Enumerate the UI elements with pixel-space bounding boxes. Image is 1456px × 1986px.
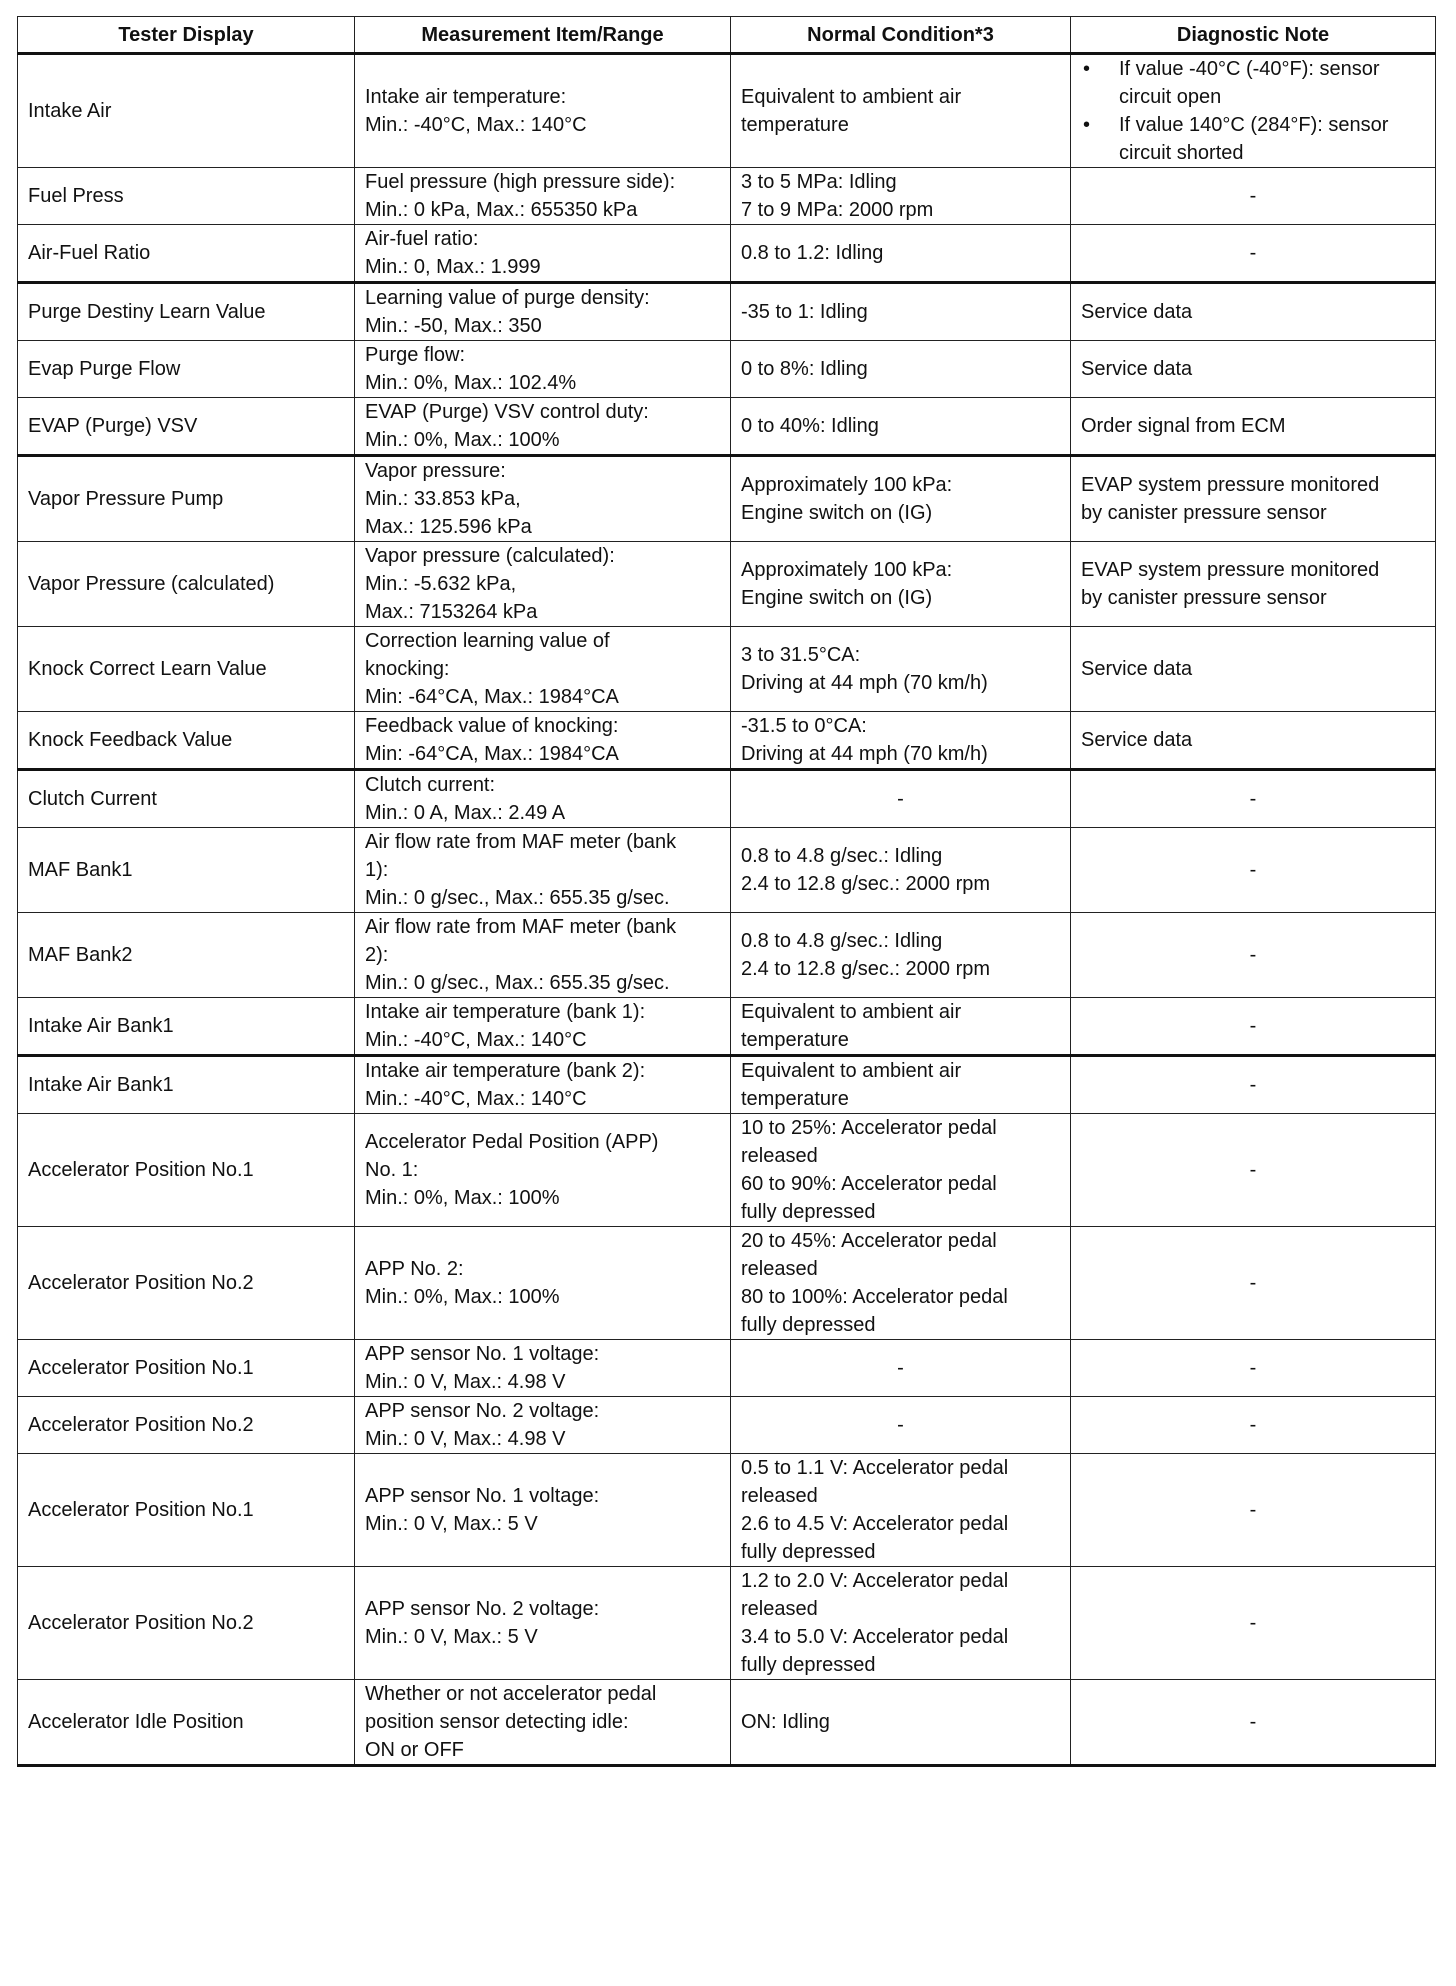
normal-condition-cell: - — [731, 1340, 1071, 1397]
table-row — [18, 1680, 1436, 1766]
measurement-line: Min.: 0 V, Max.: 5 V — [365, 1513, 538, 1535]
tester-display-cell: Accelerator Position No.2 — [18, 1227, 355, 1340]
normal-condition-line: fully depressed — [741, 1201, 876, 1223]
diagnostic-note-cell: - — [1071, 770, 1436, 828]
diagnostic-note-cell — [1071, 542, 1436, 627]
measurement-cell — [355, 712, 731, 770]
measurement-cell — [355, 283, 731, 341]
normal-condition-cell — [731, 1114, 1071, 1227]
measurement-cell — [355, 828, 731, 913]
measurement-line: APP sensor No. 2 voltage: — [365, 1598, 600, 1620]
table-row — [18, 341, 1436, 398]
measurement-line: EVAP (Purge) VSV control duty: — [365, 401, 649, 423]
normal-condition-line: temperature — [741, 114, 849, 136]
measurement-line: Min.: -5.632 kPa, — [365, 573, 517, 595]
measurement-line: Min.: 33.853 kPa, — [365, 488, 521, 510]
normal-condition-line: 0.8 to 1.2: Idling — [741, 242, 884, 264]
normal-condition-cell — [731, 1454, 1071, 1567]
normal-condition-cell — [731, 1680, 1071, 1766]
measurement-cell — [355, 1567, 731, 1680]
normal-condition-line: 2.6 to 4.5 V: Accelerator pedal — [741, 1513, 1009, 1535]
measurement-line: Min: -64°CA, Max.: 1984°CA — [365, 686, 619, 708]
normal-condition-line: -35 to 1: Idling — [741, 301, 868, 323]
table-row — [18, 1567, 1436, 1680]
tester-display-cell: Accelerator Position No.1 — [18, 1340, 355, 1397]
measurement-line: Clutch current: — [365, 774, 496, 796]
measurement-line: Feedback value of knocking: — [365, 715, 619, 737]
normal-condition-line: 0 to 40%: Idling — [741, 415, 879, 437]
diagnostic-note-cell: Service data — [1071, 627, 1436, 712]
measurement-line: Intake air temperature (bank 1): — [365, 1001, 646, 1023]
diagnostic-note-cell: - — [1071, 828, 1436, 913]
normal-condition-cell — [731, 542, 1071, 627]
table-row — [18, 770, 1436, 828]
header-diagnostic-note: Diagnostic Note — [1071, 17, 1436, 54]
normal-condition-line: 3.4 to 5.0 V: Accelerator pedal — [741, 1626, 1009, 1648]
header-tester-display: Tester Display — [18, 17, 355, 54]
tester-display-cell: Intake Air Bank1 — [18, 998, 355, 1056]
table-row — [18, 168, 1436, 225]
normal-condition-line: fully depressed — [741, 1541, 876, 1563]
measurement-line: 2): — [365, 944, 389, 966]
tester-display-cell: Intake Air Bank1 — [18, 1056, 355, 1114]
measurement-cell — [355, 1680, 731, 1766]
tester-display-cell: Accelerator Position No.1 — [18, 1454, 355, 1567]
tester-display-cell: MAF Bank1 — [18, 828, 355, 913]
diagnostic-note-cell: Service data — [1071, 341, 1436, 398]
normal-condition-line: released — [741, 1485, 818, 1507]
normal-condition-cell — [731, 712, 1071, 770]
diagnostic-note-cell: - — [1071, 913, 1436, 998]
note-bullet-line: circuit open — [1119, 86, 1222, 108]
measurement-line: knocking: — [365, 658, 450, 680]
measurement-line: Min.: 0 V, Max.: 5 V — [365, 1626, 538, 1648]
measurement-cell — [355, 54, 731, 168]
measurement-line: Max.: 125.596 kPa — [365, 516, 532, 538]
tester-display-cell: Accelerator Idle Position — [18, 1680, 355, 1766]
measurement-line: Vapor pressure: — [365, 460, 506, 482]
diagnostic-note-cell: - — [1071, 1567, 1436, 1680]
tester-display-cell: Evap Purge Flow — [18, 341, 355, 398]
measurement-line: Fuel pressure (high pressure side): — [365, 171, 676, 193]
tester-display-cell: Accelerator Position No.1 — [18, 1114, 355, 1227]
measurement-line: Learning value of purge density: — [365, 287, 650, 309]
normal-condition-line: Equivalent to ambient air — [741, 1060, 962, 1082]
tester-display-cell: Air-Fuel Ratio — [18, 225, 355, 283]
tester-display-cell: Accelerator Position No.2 — [18, 1397, 355, 1454]
measurement-line: Whether or not accelerator pedal — [365, 1683, 657, 1705]
tester-display-cell: MAF Bank2 — [18, 913, 355, 998]
normal-condition-line: released — [741, 1145, 818, 1167]
measurement-line: Min.: 0%, Max.: 102.4% — [365, 372, 577, 394]
table-row — [18, 225, 1436, 283]
normal-condition-line: Engine switch on (IG) — [741, 502, 933, 524]
normal-condition-line: 1.2 to 2.0 V: Accelerator pedal — [741, 1570, 1009, 1592]
measurement-line: Min.: 0%, Max.: 100% — [365, 429, 560, 451]
note-bullet-line: circuit shorted — [1119, 142, 1244, 164]
diagnostic-note-line: EVAP system pressure monitored — [1081, 474, 1380, 496]
normal-condition-cell — [731, 398, 1071, 456]
measurement-cell — [355, 1454, 731, 1567]
normal-condition-cell — [731, 1056, 1071, 1114]
measurement-line: 1): — [365, 859, 389, 881]
measurement-line: position sensor detecting idle: — [365, 1711, 629, 1733]
diagnostic-note-cell — [1071, 54, 1436, 168]
tester-display-cell: Knock Feedback Value — [18, 712, 355, 770]
measurement-cell — [355, 770, 731, 828]
measurement-cell — [355, 1227, 731, 1340]
diagnostic-note-cell: - — [1071, 1340, 1436, 1397]
normal-condition-cell: - — [731, 1397, 1071, 1454]
normal-condition-line: released — [741, 1598, 818, 1620]
normal-condition-line: temperature — [741, 1029, 849, 1051]
normal-condition-line: 0.8 to 4.8 g/sec.: Idling — [741, 930, 943, 952]
measurement-line: Air flow rate from MAF meter (bank — [365, 916, 677, 938]
normal-condition-line: Driving at 44 mph (70 km/h) — [741, 743, 988, 765]
measurement-line: Min.: 0, Max.: 1.999 — [365, 256, 541, 278]
diagnostic-note-cell — [1071, 456, 1436, 542]
measurement-cell — [355, 998, 731, 1056]
note-bullet-line: • If value 140°C (284°F): sensor — [1119, 114, 1389, 136]
measurement-line: APP sensor No. 1 voltage: — [365, 1343, 600, 1365]
measurement-cell — [355, 627, 731, 712]
measurement-line: APP sensor No. 2 voltage: — [365, 1400, 600, 1422]
table-header — [18, 17, 1436, 54]
measurement-cell — [355, 398, 731, 456]
measurement-cell — [355, 913, 731, 998]
normal-condition-line: -31.5 to 0°CA: — [741, 715, 867, 737]
table-row — [18, 1454, 1436, 1567]
normal-condition-cell: - — [731, 770, 1071, 828]
table-row — [18, 54, 1436, 168]
header-row — [18, 17, 1436, 54]
tester-display-cell: EVAP (Purge) VSV — [18, 398, 355, 456]
table-row — [18, 913, 1436, 998]
normal-condition-line: released — [741, 1258, 818, 1280]
measurement-cell — [355, 1114, 731, 1227]
table-row — [18, 283, 1436, 341]
normal-condition-line: Equivalent to ambient air — [741, 1001, 962, 1023]
measurement-line: Air flow rate from MAF meter (bank — [365, 831, 677, 853]
diagnostic-note-cell: - — [1071, 1056, 1436, 1114]
measurement-cell — [355, 542, 731, 627]
diagnostic-note-cell: - — [1071, 168, 1436, 225]
diagnostic-note-line: by canister pressure sensor — [1081, 587, 1327, 609]
measurement-line: Min.: 0 A, Max.: 2.49 A — [365, 802, 566, 824]
measurement-cell — [355, 1056, 731, 1114]
measurement-line: Purge flow: — [365, 344, 466, 366]
measurement-line: APP No. 2: — [365, 1258, 464, 1280]
table-row — [18, 1340, 1436, 1397]
note-bullet-line: • If value -40°C (-40°F): sensor — [1119, 58, 1380, 80]
normal-condition-line: 0 to 8%: Idling — [741, 358, 868, 380]
measurement-line: Accelerator Pedal Position (APP) — [365, 1131, 659, 1153]
diagnostic-note-cell: - — [1071, 1397, 1436, 1454]
table-row — [18, 998, 1436, 1056]
normal-condition-cell — [731, 1227, 1071, 1340]
table-row — [18, 1397, 1436, 1454]
measurement-line: Min: -64°CA, Max.: 1984°CA — [365, 743, 619, 765]
measurement-line: Min.: 0 V, Max.: 4.98 V — [365, 1371, 566, 1393]
normal-condition-line: 10 to 25%: Accelerator pedal — [741, 1117, 997, 1139]
table-row — [18, 456, 1436, 542]
measurement-line: Min.: 0 V, Max.: 4.98 V — [365, 1428, 566, 1450]
measurement-line: Min.: -40°C, Max.: 140°C — [365, 1029, 587, 1051]
normal-condition-cell — [731, 341, 1071, 398]
table-row — [18, 627, 1436, 712]
table-row — [18, 1056, 1436, 1114]
normal-condition-line: fully depressed — [741, 1314, 876, 1336]
diagnostic-note-cell: - — [1071, 998, 1436, 1056]
normal-condition-line: Engine switch on (IG) — [741, 587, 933, 609]
header-measurement-item: Measurement Item/Range — [355, 17, 731, 54]
normal-condition-cell — [731, 998, 1071, 1056]
normal-condition-line: 20 to 45%: Accelerator pedal — [741, 1230, 997, 1252]
tester-display-cell: Knock Correct Learn Value — [18, 627, 355, 712]
measurement-line: No. 1: — [365, 1159, 419, 1181]
normal-condition-cell — [731, 456, 1071, 542]
measurement-line: Min.: -50, Max.: 350 — [365, 315, 542, 337]
tester-display-cell: Clutch Current — [18, 770, 355, 828]
measurement-cell — [355, 456, 731, 542]
measurement-cell — [355, 225, 731, 283]
normal-condition-line: 7 to 9 MPa: 2000 rpm — [741, 199, 934, 221]
measurement-line: Min.: 0 kPa, Max.: 655350 kPa — [365, 199, 638, 221]
normal-condition-line: Equivalent to ambient air — [741, 86, 962, 108]
table-row — [18, 712, 1436, 770]
tester-display-cell: Vapor Pressure (calculated) — [18, 542, 355, 627]
normal-condition-line: 0.8 to 4.8 g/sec.: Idling — [741, 845, 943, 867]
normal-condition-line: 3 to 5 MPa: Idling — [741, 171, 897, 193]
normal-condition-line: 60 to 90%: Accelerator pedal — [741, 1173, 997, 1195]
normal-condition-cell — [731, 283, 1071, 341]
diagnostic-note-cell: Service data — [1071, 283, 1436, 341]
normal-condition-line: ON: Idling — [741, 1711, 830, 1733]
tester-display-cell: Vapor Pressure Pump — [18, 456, 355, 542]
normal-condition-cell — [731, 913, 1071, 998]
normal-condition-line: 80 to 100%: Accelerator pedal — [741, 1286, 1008, 1308]
table-body — [18, 54, 1436, 1766]
normal-condition-line: Driving at 44 mph (70 km/h) — [741, 672, 988, 694]
normal-condition-cell — [731, 168, 1071, 225]
measurement-line: Min.: 0 g/sec., Max.: 655.35 g/sec. — [365, 887, 670, 909]
measurement-line: ON or OFF — [365, 1739, 464, 1761]
normal-condition-cell — [731, 828, 1071, 913]
normal-condition-line: 3 to 31.5°CA: — [741, 644, 861, 666]
tester-display-table — [17, 16, 1436, 1767]
measurement-line: APP sensor No. 1 voltage: — [365, 1485, 600, 1507]
measurement-line: Vapor pressure (calculated): — [365, 545, 615, 567]
diagnostic-note-cell: - — [1071, 225, 1436, 283]
normal-condition-line: fully depressed — [741, 1654, 876, 1676]
normal-condition-line: 2.4 to 12.8 g/sec.: 2000 rpm — [741, 958, 991, 980]
normal-condition-line: 2.4 to 12.8 g/sec.: 2000 rpm — [741, 873, 991, 895]
normal-condition-line: Approximately 100 kPa: — [741, 559, 953, 581]
measurement-cell — [355, 168, 731, 225]
measurement-line: Air-fuel ratio: — [365, 228, 479, 250]
measurement-line: Min.: -40°C, Max.: 140°C — [365, 114, 587, 136]
diagnostic-note-cell: - — [1071, 1227, 1436, 1340]
diagnostic-note-cell: Service data — [1071, 712, 1436, 770]
table-row — [18, 828, 1436, 913]
measurement-line: Max.: 7153264 kPa — [365, 601, 538, 623]
tester-display-cell: Fuel Press — [18, 168, 355, 225]
normal-condition-line: temperature — [741, 1088, 849, 1110]
diagnostic-note-cell: Order signal from ECM — [1071, 398, 1436, 456]
table-row — [18, 398, 1436, 456]
tester-display-cell: Purge Destiny Learn Value — [18, 283, 355, 341]
note-bullet-item — [1081, 55, 1425, 111]
header-normal-condition: Normal Condition*3 — [731, 17, 1071, 54]
normal-condition-line: 0.5 to 1.1 V: Accelerator pedal — [741, 1457, 1009, 1479]
tester-display-cell: Intake Air — [18, 54, 355, 168]
tester-display-cell: Accelerator Position No.2 — [18, 1567, 355, 1680]
table-row — [18, 1227, 1436, 1340]
note-bullet-item — [1081, 111, 1425, 167]
measurement-line: Min.: -40°C, Max.: 140°C — [365, 1088, 587, 1110]
normal-condition-cell — [731, 1567, 1071, 1680]
diagnostic-note-line: EVAP system pressure monitored — [1081, 559, 1380, 581]
diagnostic-note-cell: - — [1071, 1114, 1436, 1227]
measurement-line: Correction learning value of — [365, 630, 610, 652]
measurement-line: Min.: 0%, Max.: 100% — [365, 1187, 560, 1209]
diagnostic-data-sheet — [17, 16, 1435, 1767]
measurement-line: Min.: 0%, Max.: 100% — [365, 1286, 560, 1308]
note-bullet-list — [1081, 55, 1425, 167]
diagnostic-note-line: by canister pressure sensor — [1081, 502, 1327, 524]
table-row — [18, 542, 1436, 627]
normal-condition-cell — [731, 225, 1071, 283]
measurement-cell — [355, 1397, 731, 1454]
normal-condition-line: Approximately 100 kPa: — [741, 474, 953, 496]
measurement-line: Min.: 0 g/sec., Max.: 655.35 g/sec. — [365, 972, 670, 994]
measurement-cell — [355, 1340, 731, 1397]
normal-condition-cell — [731, 627, 1071, 712]
measurement-line: Intake air temperature: — [365, 86, 567, 108]
diagnostic-note-cell: - — [1071, 1454, 1436, 1567]
diagnostic-note-cell: - — [1071, 1680, 1436, 1766]
measurement-cell — [355, 341, 731, 398]
measurement-line: Intake air temperature (bank 2): — [365, 1060, 646, 1082]
table-row — [18, 1114, 1436, 1227]
normal-condition-cell — [731, 54, 1071, 168]
